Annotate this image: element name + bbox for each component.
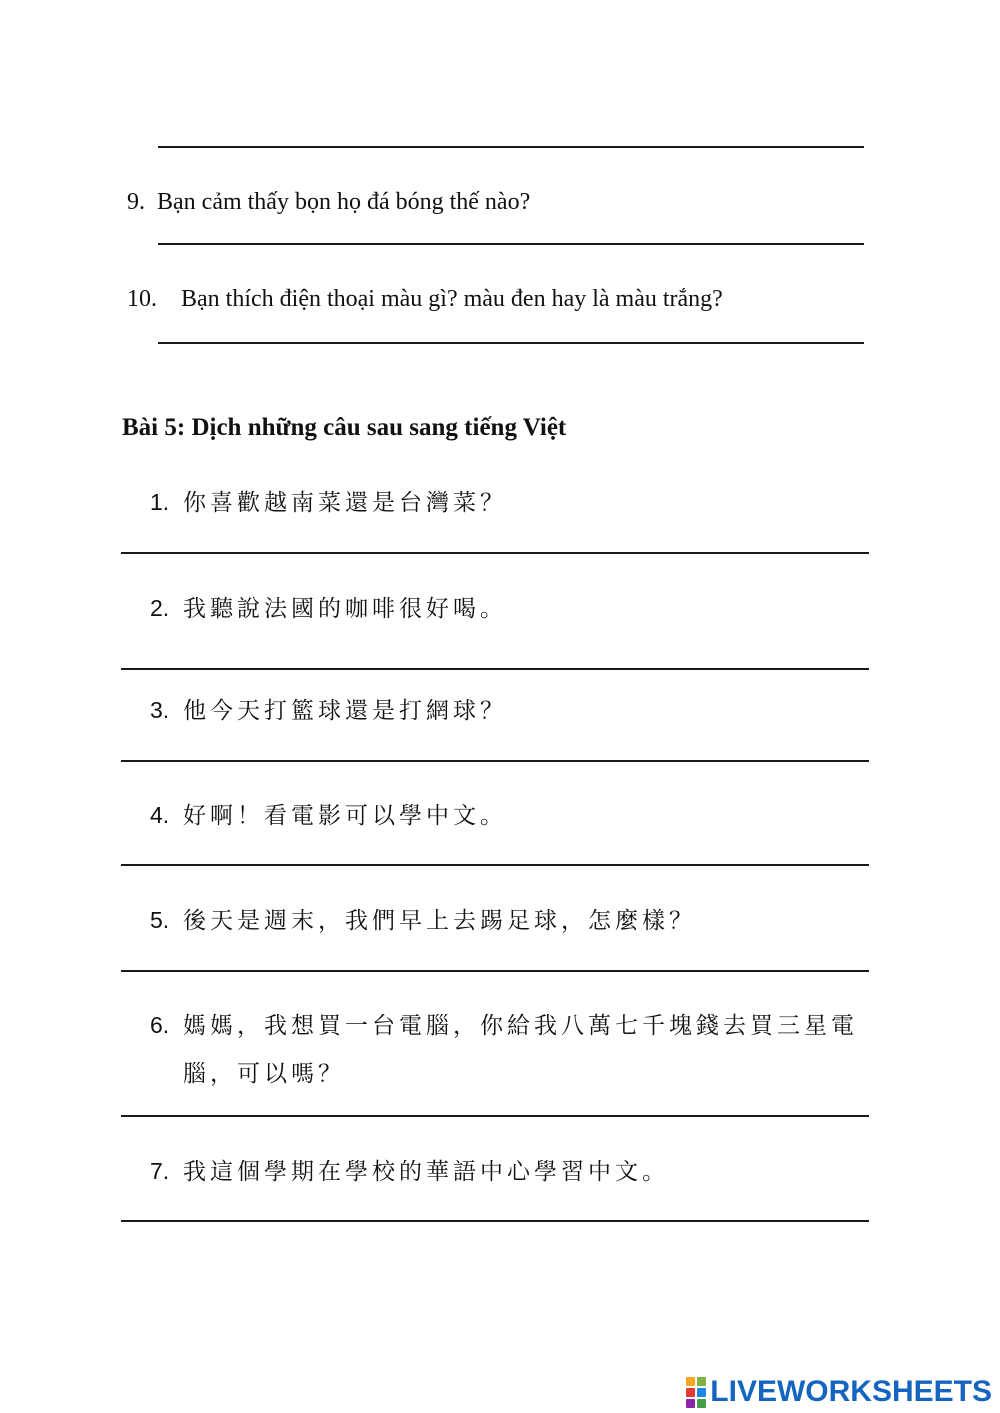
- question-text: 我聽說法國的咖啡很好喝。: [183, 596, 507, 622]
- question-number: 7.: [150, 1158, 170, 1184]
- answer-line[interactable]: [158, 146, 864, 148]
- question-text-continued: 腦，可以嗎？: [183, 1061, 345, 1087]
- question-text: Bạn thích điện thoại màu gì? màu đen hay là màu trắng?: [181, 286, 723, 312]
- translate-question-2: [150, 584, 507, 633]
- logo-block: [686, 1399, 695, 1408]
- answer-line[interactable]: [121, 970, 869, 972]
- question-number: 10.: [127, 286, 157, 312]
- question-number: 1.: [150, 489, 170, 515]
- logo-block: [697, 1399, 706, 1408]
- logo-block: [697, 1388, 706, 1397]
- question-number: 5.: [150, 907, 170, 933]
- logo-mark-icon: [686, 1377, 706, 1408]
- question-number: 6.: [150, 1012, 170, 1038]
- question-10: [127, 284, 723, 314]
- section-heading: Bài 5: Dịch những câu sau sang tiếng Việt: [122, 414, 567, 441]
- answer-line[interactable]: [121, 864, 869, 866]
- translate-question-3: [150, 686, 507, 735]
- question-number: 9.: [127, 189, 145, 215]
- question-text: 我這個學期在學校的華語中心學習中文。: [183, 1159, 669, 1185]
- answer-line[interactable]: [121, 552, 869, 554]
- translate-question-4: [150, 791, 507, 840]
- translate-question-6: [150, 1001, 858, 1098]
- liveworksheets-logo[interactable]: [686, 1375, 992, 1409]
- translate-question-5: [150, 896, 696, 945]
- question-9: [127, 187, 530, 217]
- logo-text: LIVEWORKSHEETS: [710, 1375, 992, 1408]
- question-number: 3.: [150, 697, 170, 723]
- question-text: 媽媽，我想買一台電腦，你給我八萬七千塊錢去買三星電: [183, 1013, 858, 1039]
- answer-line[interactable]: [158, 243, 864, 245]
- answer-line[interactable]: [158, 342, 864, 344]
- question-text: 他今天打籃球還是打網球？: [183, 698, 507, 724]
- answer-line[interactable]: [121, 760, 869, 762]
- question-text: 後天是週末，我們早上去踢足球，怎麼樣？: [183, 908, 696, 934]
- question-text: Bạn cảm thấy bọn họ đá bóng thế nào?: [157, 189, 531, 215]
- logo-block: [686, 1377, 695, 1386]
- question-number: 4.: [150, 802, 170, 828]
- translate-question-1: [150, 478, 507, 527]
- answer-line[interactable]: [121, 1115, 869, 1117]
- question-text: 你喜歡越南菜還是台灣菜？: [183, 490, 507, 516]
- question-number: 2.: [150, 595, 170, 621]
- answer-line[interactable]: [121, 668, 869, 670]
- question-text: 好啊！看電影可以學中文。: [183, 803, 507, 829]
- translate-question-7: [150, 1147, 669, 1196]
- logo-block: [686, 1388, 695, 1397]
- answer-line[interactable]: [121, 1220, 869, 1222]
- logo-block: [697, 1377, 706, 1386]
